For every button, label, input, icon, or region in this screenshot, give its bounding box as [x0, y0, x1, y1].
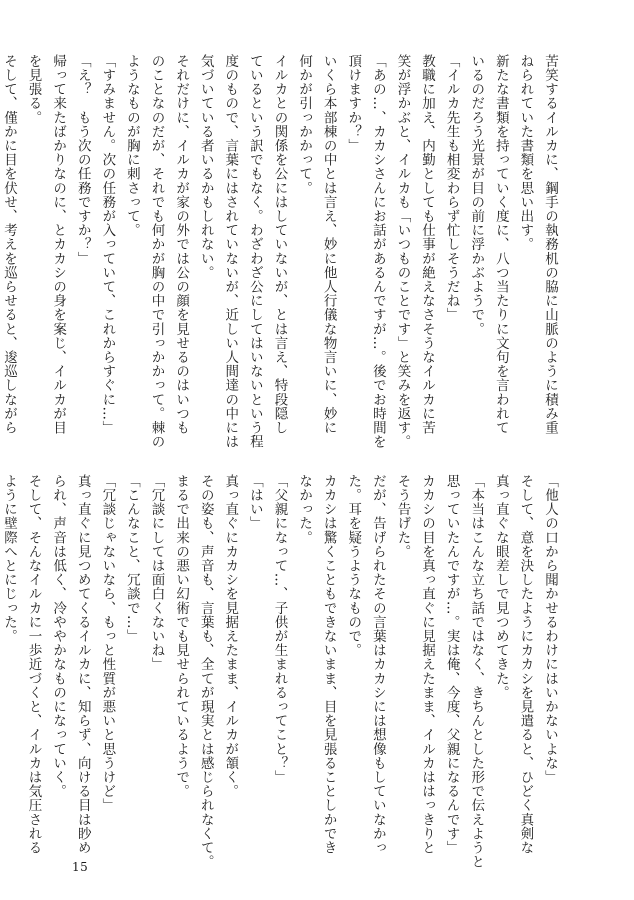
text-line: 度のもので、言葉にはされていないが、近しい人間達の中には [222, 54, 239, 449]
text-line: 教職に加え、内勤としても仕事が絶えなさそうなイルカに苦 [419, 54, 436, 435]
upper-text-column [0, 54, 562, 449]
text-line: 「父親になって…、子供が生まれるってこと？」 [271, 474, 288, 785]
text-line: その姿も、声音も、言葉も、全てが現実とは感じられなくて。 [197, 474, 214, 869]
text-line: 「え？ もう次の任務ですか？」 [74, 54, 91, 266]
text-line: いくら本部棟の中とは言え、妙に他人行儀な物言いに、妙に [320, 54, 337, 435]
text-line: 「こんなこと、冗談で…」 [123, 474, 140, 644]
text-line: だが、告げられたその言葉はカカシには想像もしていなかっ [369, 474, 386, 855]
text-line: イルカとの関係を公にはしていないが、とは言え、特段隠し [271, 54, 288, 435]
text-line: 「すみません。次の任務が入っていて、これからすぐに…」 [99, 54, 116, 435]
text-line: 頂けますか？」 [345, 54, 362, 153]
text-line: を見張る。 [25, 54, 42, 125]
text-line: 笑が浮かぶと、イルカも「いつものことです」と笑みを返す。 [394, 54, 411, 449]
text-line: 思っていたんですが…。実は俺、今度、父親になるんです」 [443, 474, 460, 855]
text-line: 真っ直ぐにカカシを見据えたまま、イルカが頷く。 [222, 474, 239, 799]
text-line: た。耳を疑うようなもので。 [345, 474, 362, 658]
text-line: ねられていた書類を思い出す。 [517, 54, 534, 252]
text-line: そう告げた。 [394, 474, 411, 559]
text-line: なかった。 [296, 474, 313, 545]
text-line: 「冗談じゃないなら、もっと性質が悪いと思うけど」 [99, 474, 116, 813]
text-line: 新たな書類を持っていく度に、八つ当たりに文句を言われて [492, 54, 509, 435]
text-line: そして、そんなイルカに一歩近づくと、イルカは気圧される [25, 474, 42, 855]
text-line: ように壁際へとにじった。 [0, 474, 17, 644]
text-line: いるのだろう光景が目の前に浮かぶようで。 [468, 54, 485, 336]
text-line: それだけに、イルカが家の外では公の顔を見せるのはいつも [173, 54, 190, 435]
text-line: のことなのだが、それでも何かが胸の中で引っかかって。棘の [148, 54, 165, 449]
text-line: 気づいている者いるかもしれない。 [197, 54, 214, 280]
text-line: 「他人の口から聞かせるわけにはいかないよな」 [542, 474, 558, 785]
text-line: まるで出来の悪い幻術でも見せられているようで。 [173, 474, 190, 799]
text-line: カカシは驚くこともできないまま、目を見張ることしかでき [320, 474, 337, 855]
text-line: 「はい」 [246, 474, 263, 531]
text-line: 何かが引っかかって。 [296, 54, 313, 195]
text-line: 「あの…、カカシさんにお話があるんですが…。後でお時間を [369, 54, 386, 449]
text-line: られ、声音は低く、冷ややかなものになっていく。 [50, 474, 67, 799]
text-line: ようなものが胸に刺さって。 [123, 54, 140, 238]
text-line: そして、意を決したようにカカシを見遣ると、ひどく真剣な [517, 474, 534, 855]
text-line: 帰って来たばかりなのに、とカカシの身を案じ、イルカが目 [50, 54, 67, 435]
page-number: 15 [72, 860, 89, 874]
text-line: 「イルカ先生も相変わらず忙しそうだね」 [443, 54, 460, 322]
text-line: 真っ直ぐな眼差しで見つめてきた。 [492, 474, 509, 700]
text-line: そして、僅かに目を伏せ、考えを巡らせると、逡巡しながら [0, 54, 17, 435]
text-line: ているという訳でもなく。わざわざ公にしてはいないという程 [246, 54, 263, 449]
text-line: 「本当はこんな立ち話ではなく、きちんとした形で伝えようと [468, 474, 485, 869]
text-line: 真っ直ぐに見つめてくるイルカに、知らず、向ける目は眇め [74, 474, 91, 855]
text-line: カカシの目を真っ直ぐに見据えたまま、イルカははっきりと [419, 474, 436, 855]
text-line: 「冗談にしては面白くないね」 [148, 474, 165, 672]
text-line: 苦笑するイルカに、鋼手の執務机の脇に山脈のように積み重 [542, 54, 558, 435]
